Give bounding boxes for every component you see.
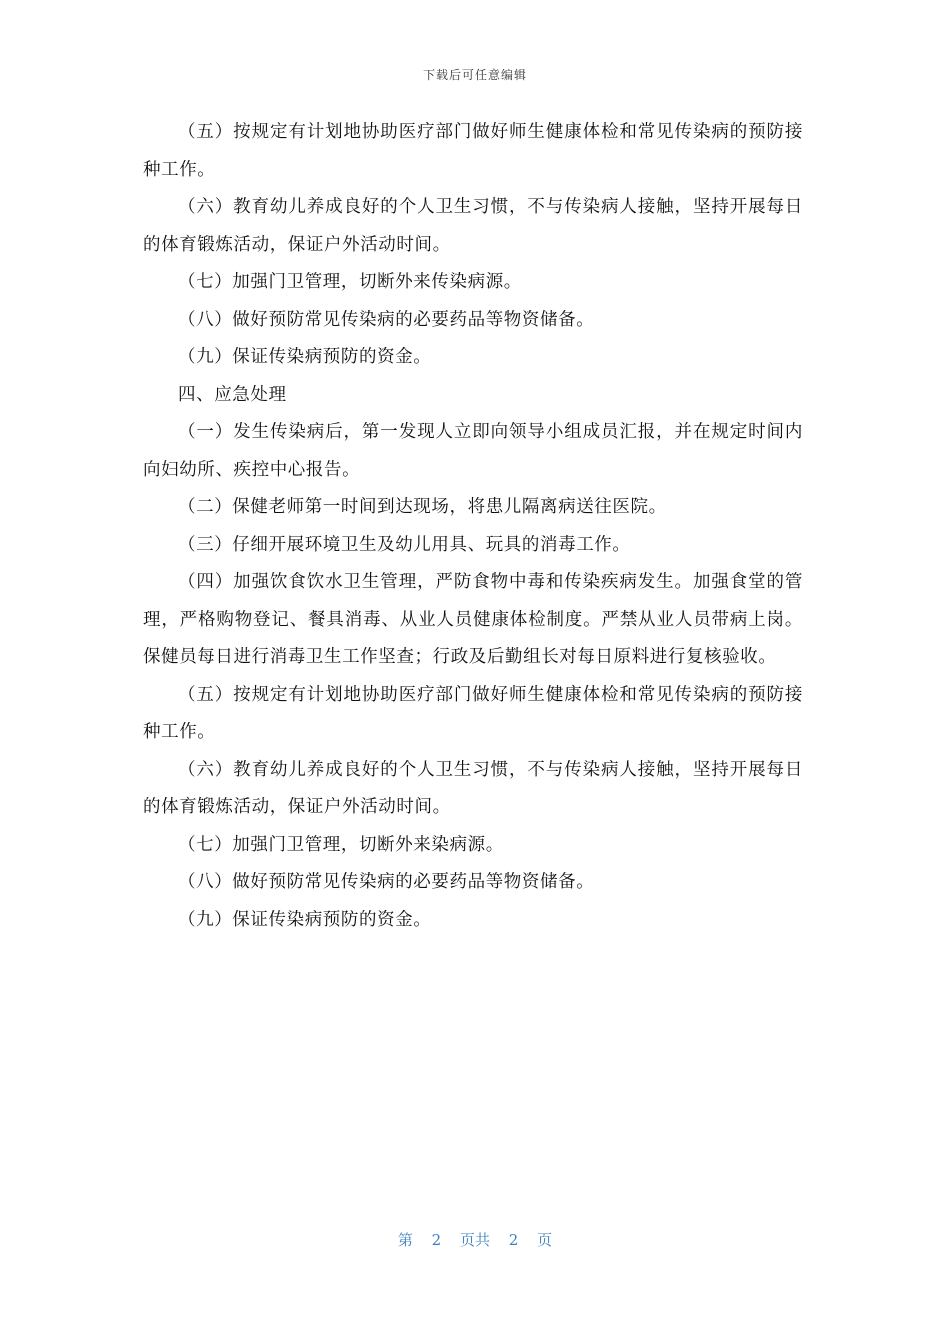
paragraph-emergency-1: （一）发生传染病后，第一发现人立即向领导小组成员汇报，并在规定时间内向妇幼所、疾控中心报告。 (143, 422, 803, 480)
document-body (143, 114, 803, 939)
page-label-middle: 页共 (459, 1231, 490, 1249)
page-label-prefix: 第 (397, 1231, 413, 1249)
section-heading-emergency: 四、应急处理 (178, 384, 287, 405)
paragraph-item-8: （八）做好预防常见传染病的必要药品等物资储备。 (178, 309, 595, 330)
current-page-number: 2 (431, 1231, 442, 1249)
paragraph-item-6: （六）教育幼儿养成良好的个人卫生习惯，不与传染病人接触，坚持开展每日的体育锻炼活动，保证户外活动时间。 (143, 197, 803, 255)
paragraph-emergency-5: （五）按规定有计划地协助医疗部门做好师生健康体检和常见传染病的预防接种工作。 (143, 684, 803, 742)
paragraph-emergency-9: （九）保证传染病预防的资金。 (178, 909, 432, 930)
page-footer (0, 1229, 950, 1250)
paragraph-emergency-6: （六）教育幼儿养成良好的个人卫生习惯，不与传染病人接触，坚持开展每日的体育锻炼活动，保证户外活动时间。 (143, 759, 803, 817)
paragraph-emergency-7: （七）加强门卫管理，切断外来染病源。 (178, 834, 504, 855)
page-label-suffix: 页 (537, 1231, 553, 1249)
paragraph-emergency-4: （四）加强饮食饮水卫生管理，严防食物中毒和传染疾病发生。加强食堂的管理，严格购物登记、餐具消毒、从业人员健康体检制度。严禁从业人员带病上岗。保健员每日进行消毒卫生工作坚查；行政及后勤组长对每日原料进行复核验收。 (143, 572, 803, 667)
header-note: 下载后可任意编辑 (422, 68, 527, 82)
paragraph-item-5: （五）按规定有计划地协助医疗部门做好师生健康体检和常见传染病的预防接种工作。 (143, 122, 803, 180)
total-pages-number: 2 (508, 1231, 519, 1249)
paragraph-item-9: （九）保证传染病预防的资金。 (178, 347, 432, 367)
paragraph-item-7: （七）加强门卫管理，切断外来传染病源。 (178, 272, 522, 292)
paragraph-emergency-3: （三）仔细开展环境卫生及幼儿用具、玩具的消毒工作。 (178, 534, 631, 555)
paragraph-emergency-8: （八）做好预防常见传染病的必要药品等物资储备。 (178, 872, 595, 892)
paragraph-emergency-2: （二）保健老师第一时间到达现场，将患儿隔离病送往医院。 (178, 497, 667, 517)
